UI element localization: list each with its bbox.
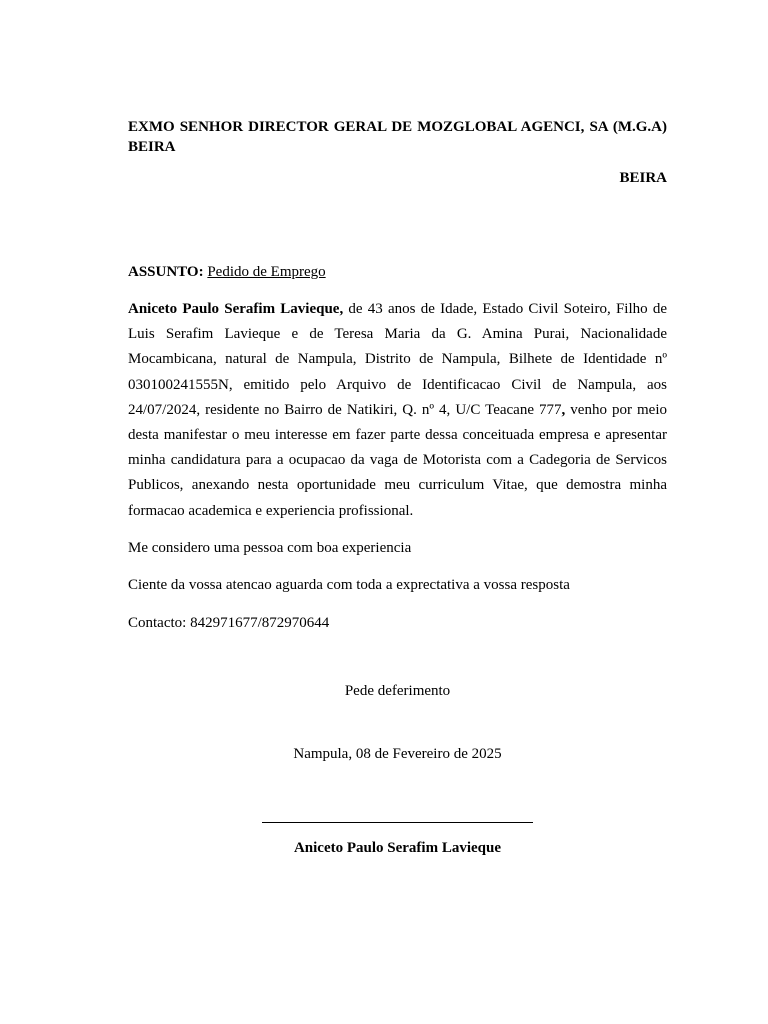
signature-line (262, 822, 533, 823)
experience-line: Me considero uma pessoa com boa experiencia (128, 540, 412, 556)
body-bold-comma: , (561, 401, 566, 418)
contact-line: Contacto: 842971677/872970644 (128, 615, 330, 631)
body-paragraph (128, 297, 667, 524)
applicant-name: Aniceto Paulo Serafim Lavieque, (128, 301, 344, 317)
letter-page (128, 0, 667, 1024)
body-text-part1: de 43 anos de Idade, Estado Civil Soteiro, Filho de Luis Serafim Lavieque e de Teresa Maria da G. Amina Purai, Nacionalidade Mocambicana, natural de Nampula, Distrito de Nampula, Bilhete de Identidade nº 030100241555N, emitido pelo Arquivo de Identificacao Civil de Nampula, aos 24/07/2024, residente no Bairro de Natikiri, Q. nº 4, U/C Teacane 777 (128, 301, 667, 418)
subject-label: ASSUNTO: (128, 264, 204, 280)
signature-name: Aniceto Paulo Serafim Lavieque (293, 840, 502, 856)
subject-value: Pedido de Emprego (207, 264, 326, 280)
place-date: Nampula, 08 de Fevereiro de 2025 (293, 746, 502, 762)
closing-request: Pede deferimento (344, 683, 451, 699)
awaiting-line: Ciente da vossa atencao aguarda com toda a exprectativa a vossa resposta (128, 577, 570, 593)
subject-line (128, 262, 326, 282)
addressee-city: BEIRA (619, 170, 667, 186)
addressee-heading: EXMO SENHOR DIRECTOR GERAL DE MOZGLOBAL AGENCI, SA (M.G.A) BEIRA (128, 119, 667, 155)
body-text-part2: venho por meio desta manifestar o meu interesse em fazer parte dessa conceituada empresa e apresentar minha candidatura para a ocupacao da vaga de Motorista com a Cadegoria de Servicos Publicos, anexando nesta oportunidade meu curriculum Vitae, que demostra minha formacao academica e experiencia profissional. (128, 401, 667, 519)
